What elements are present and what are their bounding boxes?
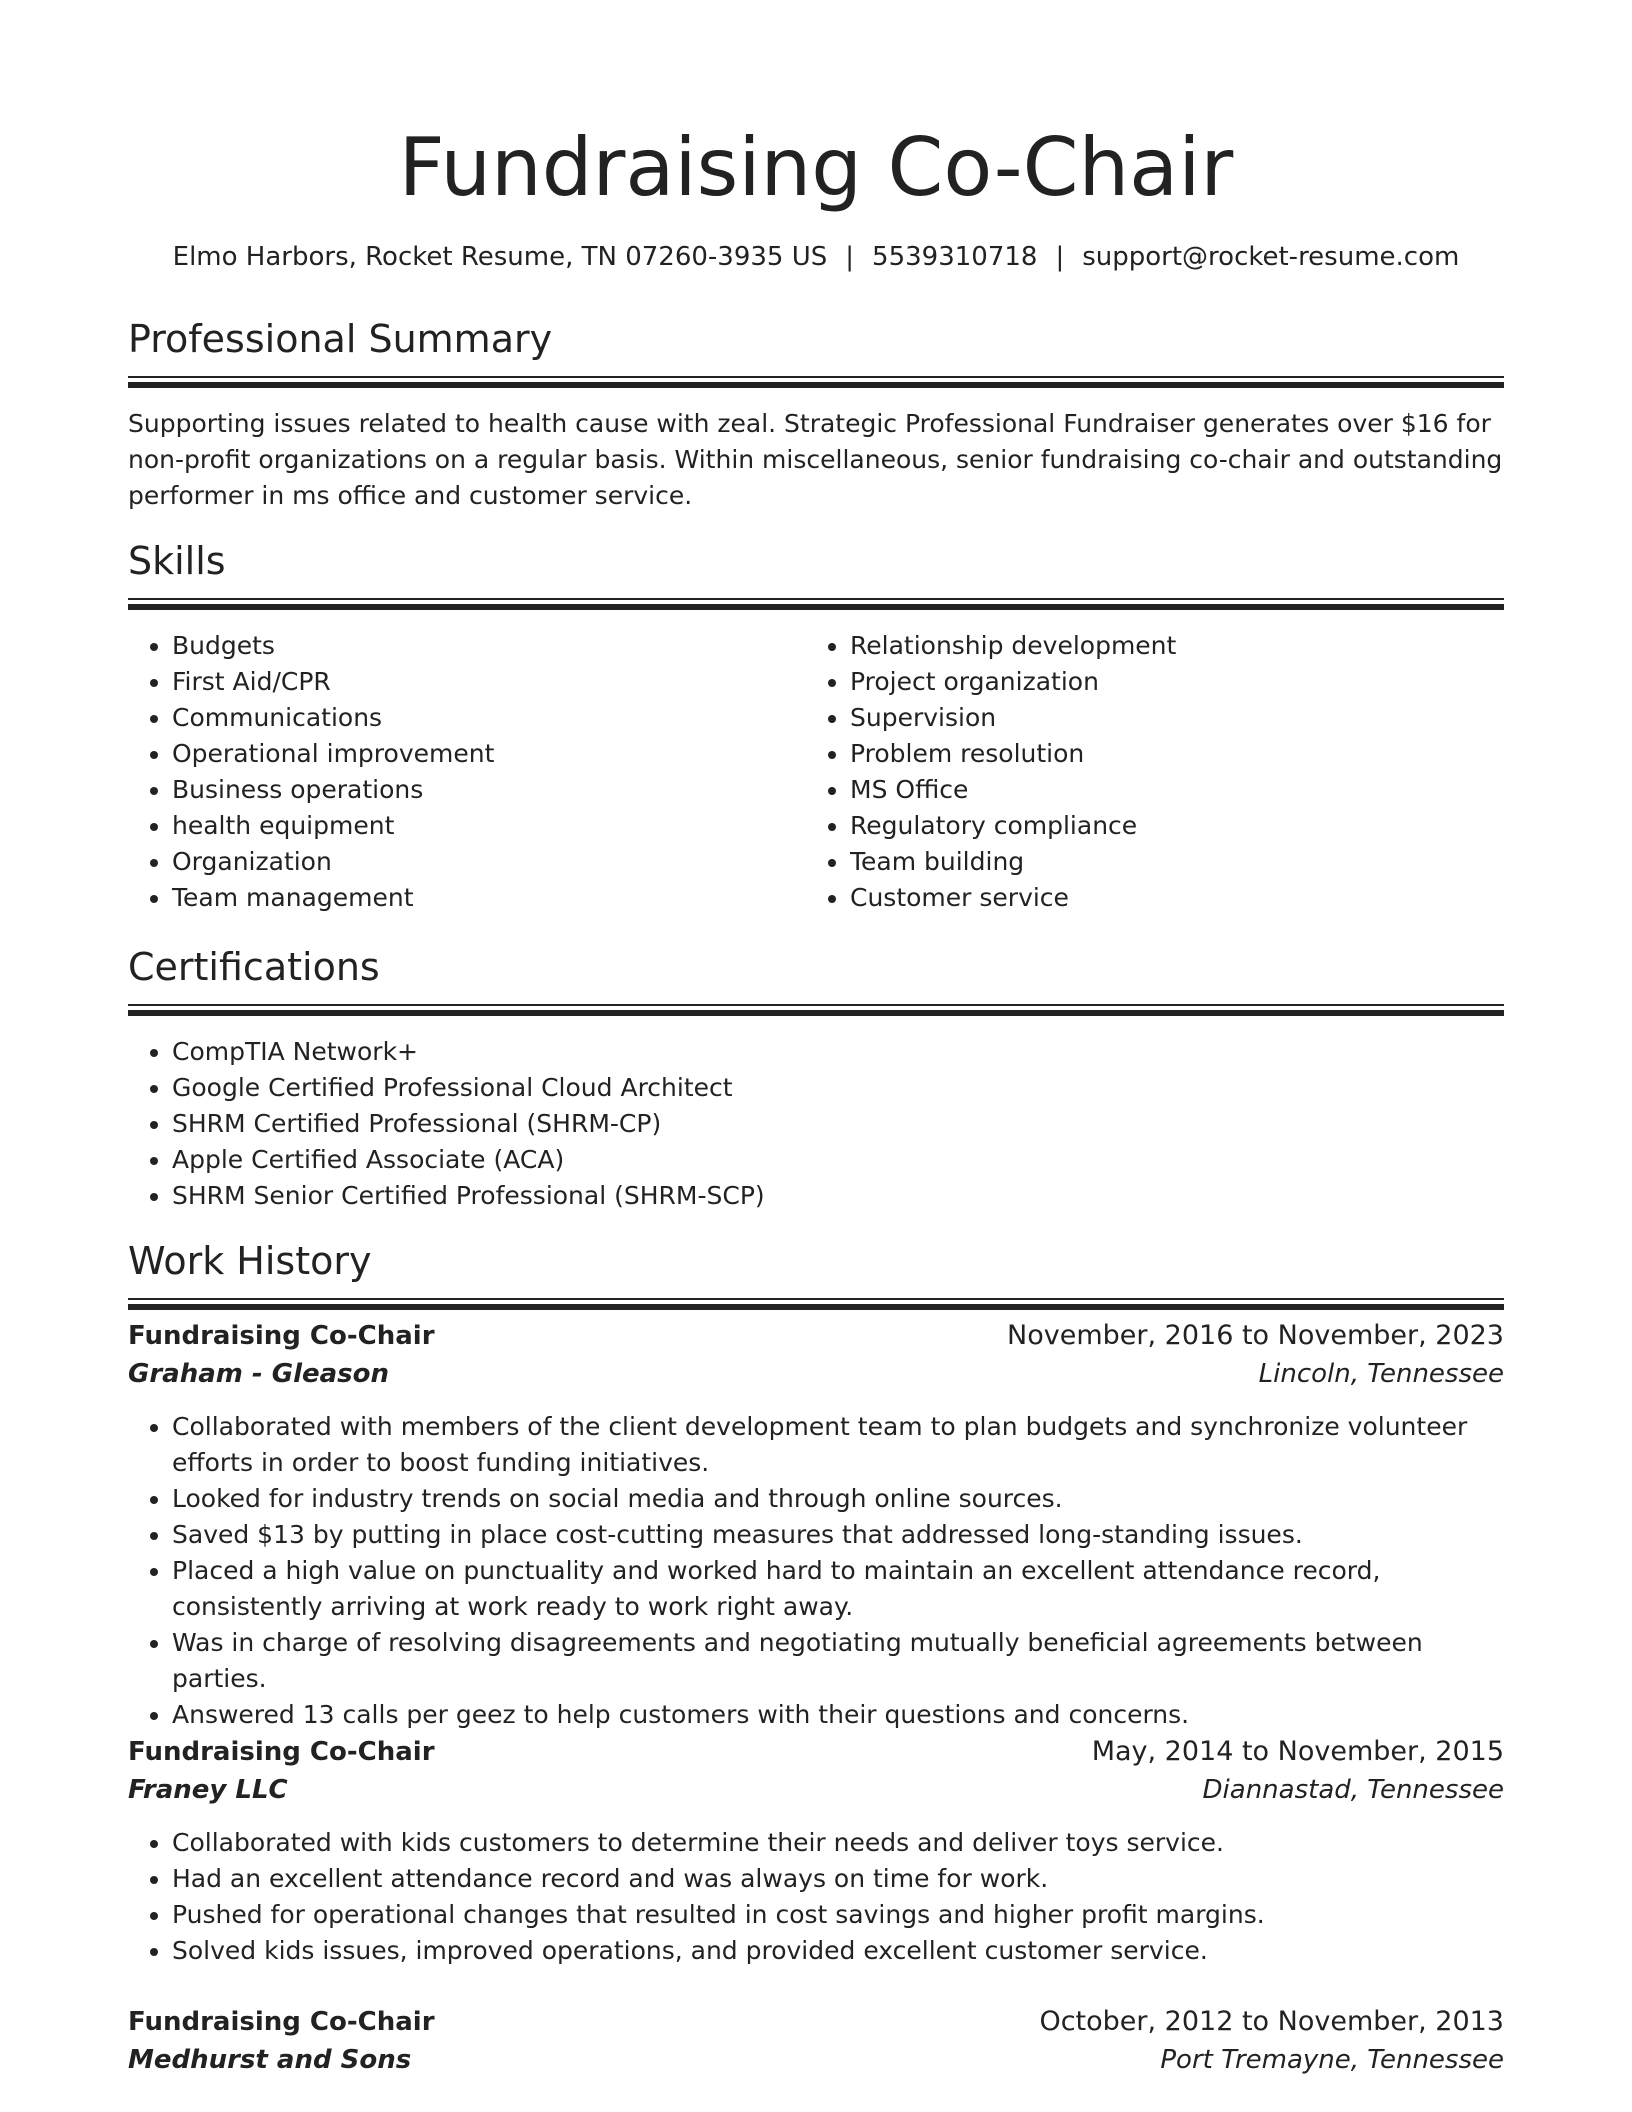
certification-item: • SHRM Senior Certified Professional (SHRM-SCP) [172,1178,1504,1214]
job-company: Graham - Gleason [128,1359,390,1389]
work-history-section [128,1236,1504,1300]
certification-item: • CompTIA Network+ [172,1034,1504,1070]
skill-item: • Project organization [850,664,1526,700]
certifications-section [128,942,1504,1006]
job-entry [128,1317,1504,1733]
job-company: Franey LLC [128,1775,288,1805]
section-divider [128,1298,1504,1300]
skill-item: • Communications [172,700,848,736]
job-entry [128,1733,1504,1969]
section-divider [128,376,1504,378]
section-heading-certifications: Certifications [128,945,380,989]
summary-section [128,314,1504,378]
skills-column-left [128,628,848,916]
contact-separator: | [1055,242,1065,272]
contact-email: support@rocket-resume.com [1082,242,1460,272]
skill-item: • Organization [172,844,848,880]
job-bullet: • Answered 13 calls per geez to help customers with their questions and concerns. [172,1697,1504,1733]
section-divider [128,1004,1504,1006]
section-heading-skills: Skills [128,539,226,583]
certification-item: • Google Certified Professional Cloud Architect [172,1070,1504,1106]
job-location: Diannastad, Tennessee [1202,1775,1504,1805]
job-location: Port Tremayne, Tennessee [1160,2045,1504,2075]
contact-address: Elmo Harbors, Rocket Resume, TN 07260-3935 US [172,242,828,272]
section-divider [128,598,1504,600]
job-bullet: • Collaborated with members of the client development team to plan budgets and synchronize volunteer efforts in order to boost funding initiatives. [172,1409,1504,1481]
skill-item: • Relationship development [850,628,1526,664]
skill-item: • First Aid/CPR [172,664,848,700]
skill-item: • Regulatory compliance [850,808,1526,844]
contact-line [0,240,1632,274]
job-bullet: • Saved $13 by putting in place cost-cutting measures that addressed long-standing issues. [172,1517,1504,1553]
job-title: Fundraising Co-Chair [128,2007,435,2037]
skill-item: • Problem resolution [850,736,1526,772]
skill-item: • Business operations [172,772,848,808]
contact-phone: 5539310718 [872,242,1038,272]
skill-item: • Team building [850,844,1526,880]
skills-column-right [806,628,1526,916]
job-bullets [128,1409,1504,1733]
job-bullet: • Solved kids issues, improved operations, and provided excellent customer service. [172,1933,1504,1969]
job-dates: October, 2012 to November, 2013 [1039,2006,1504,2037]
skill-item: • health equipment [172,808,848,844]
job-bullet: • Pushed for operational changes that resulted in cost savings and higher profit margins. [172,1897,1504,1933]
job-title: Fundraising Co-Chair [128,1737,435,1767]
job-title: Fundraising Co-Chair [128,1321,435,1351]
skill-item: • Supervision [850,700,1526,736]
section-heading-summary: Professional Summary [128,317,553,361]
job-bullet: • Had an excellent attendance record and was always on time for work. [172,1861,1504,1897]
certification-item: • SHRM Certified Professional (SHRM-CP) [172,1106,1504,1142]
resume-title: Fundraising Co-Chair [398,121,1234,214]
job-bullet: • Placed a high value on punctuality and worked hard to maintain an excellent attendance record, consistently arriving at work ready to work right away. [172,1553,1504,1625]
certification-item: • Apple Certified Associate (ACA) [172,1142,1504,1178]
job-bullet: • Looked for industry trends on social media and through online sources. [172,1481,1504,1517]
job-location: Lincoln, Tennessee [1258,1359,1504,1389]
skills-section [128,536,1504,600]
job-dates: May, 2014 to November, 2015 [1091,1736,1504,1767]
job-bullets [128,1825,1504,1969]
job-company: Medhurst and Sons [128,2045,412,2075]
skill-item: • Team management [172,880,848,916]
job-bullet: • Was in charge of resolving disagreements and negotiating mutually beneficial agreements between parties. [172,1625,1504,1697]
skill-item: • Budgets [172,628,848,664]
job-entry [128,2003,1504,2079]
job-bullet: • Collaborated with kids customers to determine their needs and deliver toys service. [172,1825,1504,1861]
contact-separator: | [845,242,855,272]
summary-text: Supporting issues related to health cause with zeal. Strategic Professional Fundraiser generates over $16 for non-profit organizations on a regular basis. Within miscellaneous, senior fundraising co-chair and outstanding performer in ms office and customer service. [128,409,1503,510]
skill-item: • Operational improvement [172,736,848,772]
section-heading-work-history: Work History [128,1239,372,1283]
skill-item: • MS Office [850,772,1526,808]
skill-item: • Customer service [850,880,1526,916]
certifications-list [128,1034,1504,1214]
job-dates: November, 2016 to November, 2023 [1007,1320,1504,1351]
